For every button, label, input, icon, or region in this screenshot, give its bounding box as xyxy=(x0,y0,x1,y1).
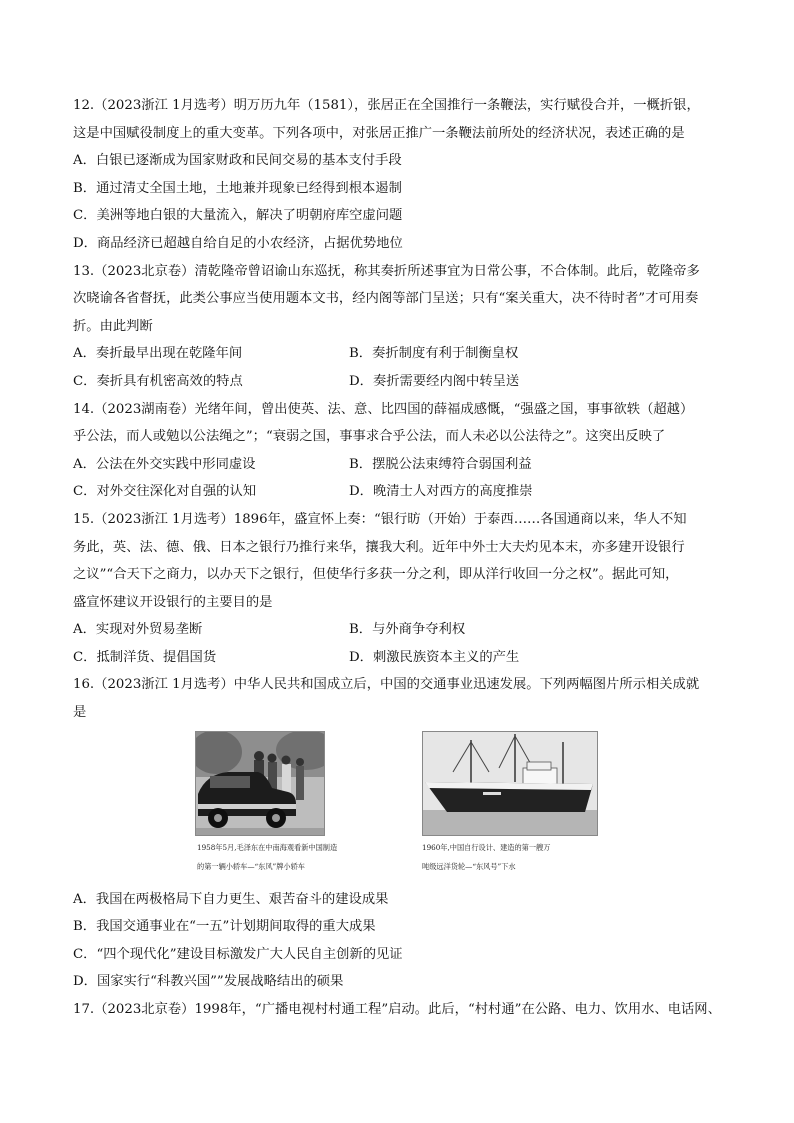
question-stem-line: 盛宣怀建议开设银行的主要目的是 xyxy=(73,594,273,610)
option-b: B．我国交通事业在“一五”计划期间取得的重大成果 xyxy=(73,919,376,935)
question-stem-line: 乎公法，而人或勉以公法绳之”；“衰弱之国，事事求合乎公法，而人未必以公法待之”。这突出反映了 xyxy=(73,429,666,445)
question-stem-line: 14.（2023湖南卷）光绪年间，曾出使英、法、意、比四国的薛福成感慨，“强盛之国，事事欲轶（超越） xyxy=(73,401,694,417)
question-stem-line: 这是中国赋役制度上的重大变革。下列各项中，对张居正推广一条鞭法前所处的经济状况，表述正确的是 xyxy=(73,125,685,141)
figure-caption xyxy=(197,838,338,876)
option-c: C．美洲等地白银的大量流入，解决了明朝府库空虚问题 xyxy=(73,208,403,224)
ship-photo xyxy=(422,731,598,836)
question-16 xyxy=(73,671,733,996)
caption-line: 1960年,中国自行设计、建造的第一艘万 xyxy=(422,842,551,852)
question-stem-line: 务此，英、法、德、俄、日本之银行乃推行来华，攘我大利。近年中外士大夫灼见本末，亦多建开设银行 xyxy=(73,539,685,555)
option-row xyxy=(73,644,733,672)
option-c: C．奏折具有机密高效的特点 xyxy=(73,373,243,389)
question-stem-line: 之议”“合天下之商力，以办天下之银行，但使华行多获一分之利，即从洋行收回一分之权”。据此可知， xyxy=(73,567,679,583)
question-12 xyxy=(73,92,733,258)
option-row xyxy=(73,451,733,479)
option-a: A．白银已逐渐成为国家财政和民间交易的基本支付手段 xyxy=(73,153,402,169)
figure-ship xyxy=(422,731,598,876)
option-a: A．我国在两极格局下自力更生、艰苦奋斗的建设成果 xyxy=(73,891,389,907)
figure-caption xyxy=(422,838,598,876)
caption-line: 吨级远洋货轮—“东风号”下水 xyxy=(422,861,516,871)
question-stem-line: 17.（2023北京卷）1998年，“广播电视村村通工程”启动。此后，“村村通”在公路、电力、饮用水、电话网、 xyxy=(73,1002,721,1018)
option-b: B．与外商争夺利权 xyxy=(349,622,466,638)
option-d: D．商品经济已超越自给自足的小农经济，占据优势地位 xyxy=(73,235,403,251)
option-d: D．晚清士人对西方的高度推崇 xyxy=(349,484,533,500)
question-stem-line: 次晓谕各省督抚，此类公事应当使用题本文书，经内阁等部门呈送；只有“案关重大，决不待时者”才可用奏 xyxy=(73,291,699,307)
question-stem-line: 13.（2023北京卷）清乾隆帝曾诏谕山东巡抚，称其奏折所述事宜为日常公事，不合体制。此后，乾隆帝多 xyxy=(73,263,700,279)
car-photo xyxy=(195,731,325,836)
option-b: B．奏折制度有利于制衡皇权 xyxy=(349,346,519,362)
option-d: D．刺激民族资本主义的产生 xyxy=(349,649,520,665)
option-d: D．奏折需要经内阁中转呈送 xyxy=(349,373,520,389)
option-row xyxy=(73,478,733,506)
question-14 xyxy=(73,396,733,506)
question-stem-line: 是 xyxy=(73,705,87,721)
option-d: D．国家实行“科教兴国””发展战略结出的硕果 xyxy=(73,974,344,990)
caption-line: 1958年5月,毛泽东在中南海观看新中国制造 xyxy=(197,842,338,852)
option-a: A．实现对外贸易垄断 xyxy=(73,622,203,638)
caption-line: 的第一辆小轿车—“东风”牌小轿车 xyxy=(197,861,305,871)
question-13 xyxy=(73,258,733,396)
question-17 xyxy=(73,996,733,1024)
figure-car xyxy=(195,731,338,876)
question-15 xyxy=(73,506,733,672)
option-b: B．通过清丈全国土地，土地兼并现象已经得到根本遏制 xyxy=(73,180,402,196)
question-stem-line: 折。由此判断 xyxy=(73,318,153,334)
option-row xyxy=(73,340,733,368)
question-stem-line: 12.（2023浙江 1月选考）明万历九年（1581），张居正在全国推行一条鞭法，实行赋役合并，一概折银， xyxy=(73,98,700,113)
exam-page xyxy=(73,92,733,1024)
figure-pair xyxy=(73,731,733,886)
option-b: B．摆脱公法束缚符合弱国利益 xyxy=(349,456,532,472)
option-row xyxy=(73,368,733,396)
option-c: C．“四个现代化”建设目标激发广大人民自主创新的见证 xyxy=(73,946,403,962)
option-a: A．奏折最早出现在乾隆年间 xyxy=(73,346,243,362)
option-a: A．公法在外交实践中形同虚设 xyxy=(73,456,256,472)
ship-photo-illustration xyxy=(423,732,598,835)
option-c: C．对外交往深化对自强的认知 xyxy=(73,484,257,500)
question-stem-line: 16.（2023浙江 1月选考）中华人民共和国成立后，中国的交通事业迅速发展。下列两幅图片所示相关成就 xyxy=(73,677,700,693)
question-stem-line: 15.（2023浙江 1月选考）1896年，盛宣怀上奏：“银行昉（开始）于泰西……各国通商以来，华人不知 xyxy=(73,511,687,527)
car-photo-illustration xyxy=(196,732,325,835)
option-row xyxy=(73,616,733,644)
option-c: C．抵制洋货、提倡国货 xyxy=(73,649,217,665)
